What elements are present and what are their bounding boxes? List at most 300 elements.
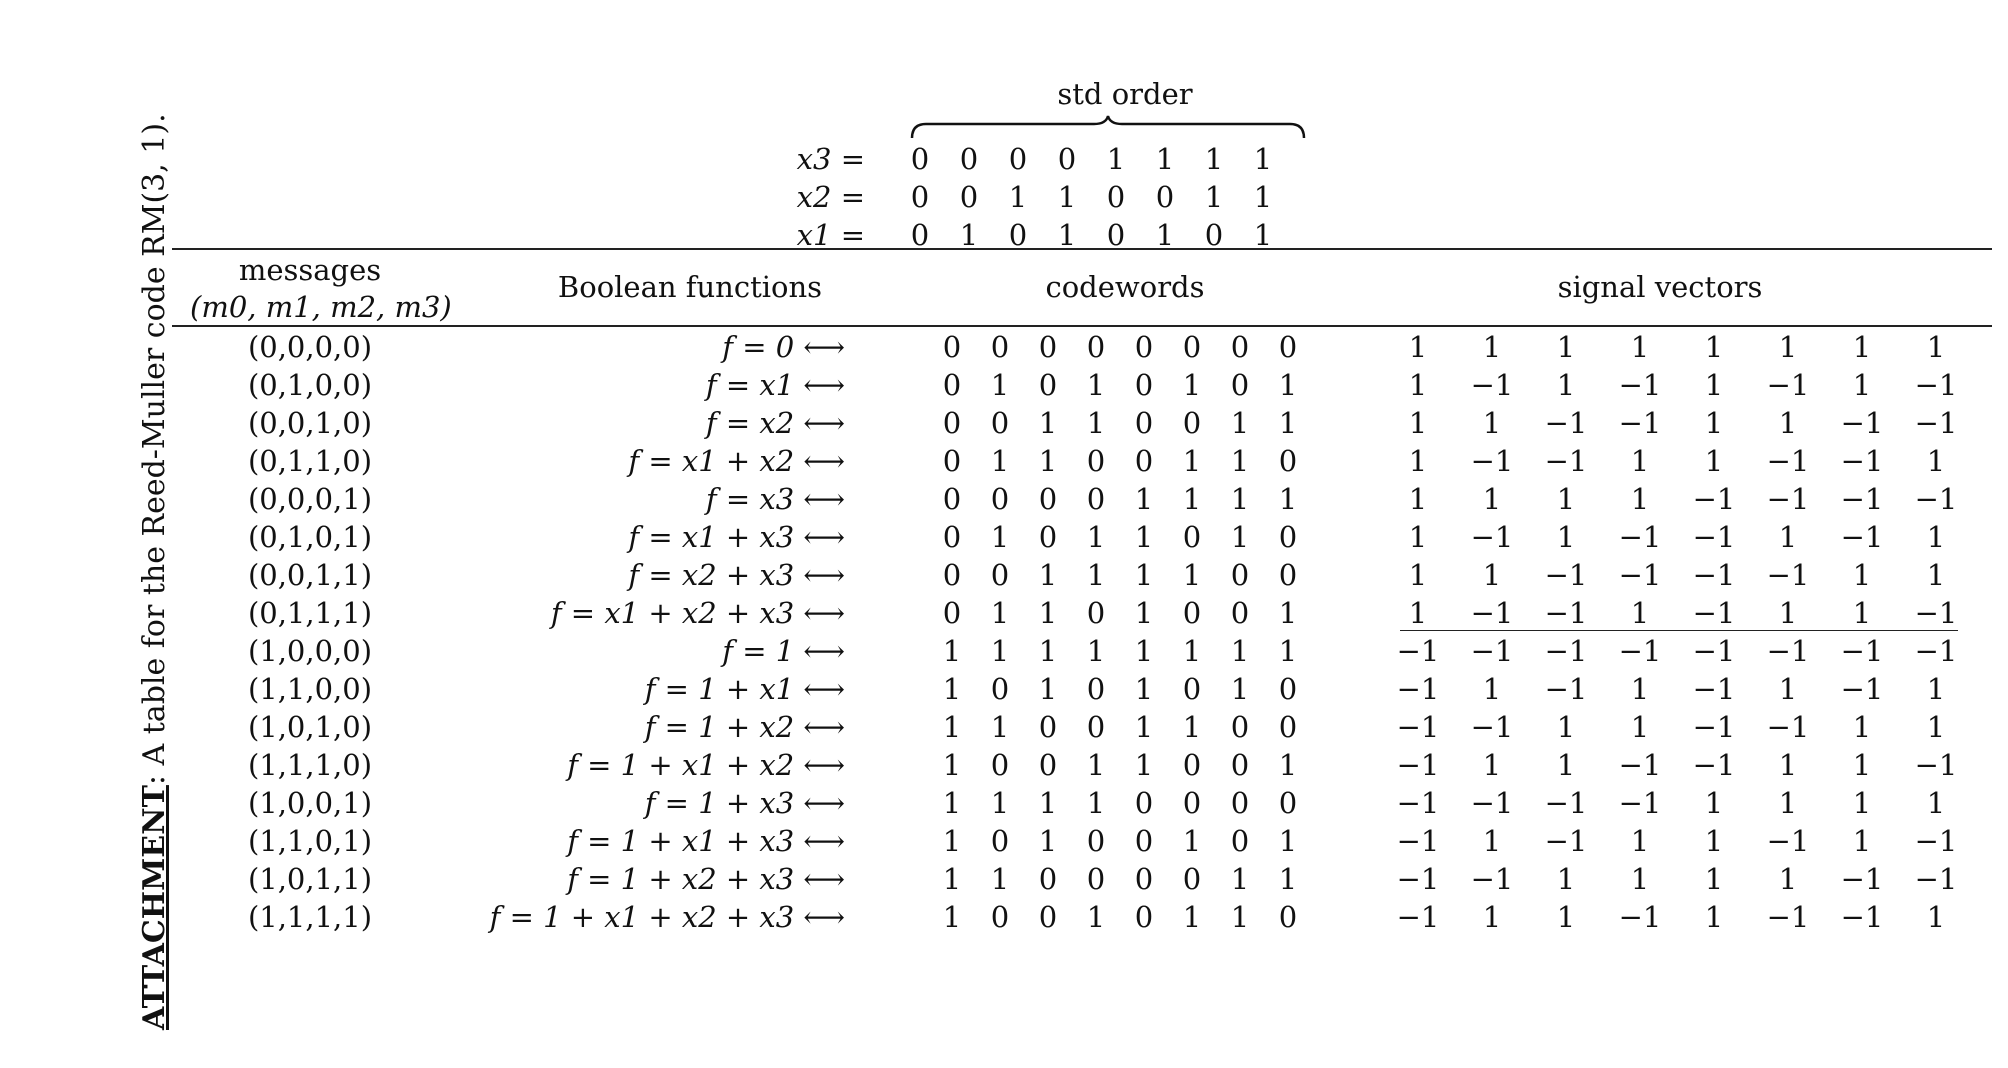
table-row-codeword-bit: 1 xyxy=(990,596,1010,630)
table-row-codeword-bit: 0 xyxy=(990,672,1010,706)
table-row-signal-entry: −1 xyxy=(1840,444,1884,478)
table-row-signal-entry: −1 xyxy=(1470,368,1514,402)
x-row-bit: 0 xyxy=(1008,142,1028,176)
table-row-codeword-bit: 1 xyxy=(1230,406,1250,440)
table-row-signal-entry: 1 xyxy=(1778,520,1798,554)
table-row-signal-entry: 1 xyxy=(1778,330,1798,364)
table-row-signal-entry: −1 xyxy=(1840,672,1884,706)
table-row-signal-entry: 1 xyxy=(1778,748,1798,782)
table-row-codeword-bit: 1 xyxy=(1086,406,1106,440)
x-row-bit: 0 xyxy=(1204,218,1224,252)
table-row-codeword-bit: 1 xyxy=(1134,596,1154,630)
table-row-codeword-bit: 1 xyxy=(1134,634,1154,668)
table-row-signal-entry: 1 xyxy=(1408,368,1428,402)
table-row-signal-entry: −1 xyxy=(1766,634,1810,668)
table-row-signal-entry: 1 xyxy=(1556,520,1576,554)
table-row-signal-entry: 1 xyxy=(1852,368,1872,402)
table-row-codeword-bit: 0 xyxy=(1278,710,1298,744)
column-header-boolean-functions: Boolean functions xyxy=(557,270,823,304)
table-row-codeword-bit: 1 xyxy=(1086,900,1106,934)
table-row-message: (1,1,1,1) xyxy=(247,900,373,934)
table-row-signal-entry: 1 xyxy=(1778,672,1798,706)
table-row-signal-entry: −1 xyxy=(1914,634,1958,668)
table-row-signal-entry: 1 xyxy=(1778,596,1798,630)
table-row-codeword-bit: 0 xyxy=(1038,330,1058,364)
table-row-boolean-function: f = x1 + x2 ⟷ xyxy=(628,444,845,478)
table-row-message: (1,0,1,0) xyxy=(247,710,373,744)
x-row-label: x1 = xyxy=(796,218,865,252)
x-row-bit: 0 xyxy=(910,218,930,252)
table-row-codeword-bit: 0 xyxy=(990,482,1010,516)
table-row-codeword-bit: 1 xyxy=(942,748,962,782)
x-row-label: x2 = xyxy=(796,180,865,214)
table-row-codeword-bit: 1 xyxy=(1086,368,1106,402)
table-row-signal-entry: −1 xyxy=(1692,748,1736,782)
table-row-boolean-function: f = x1 ⟷ xyxy=(705,368,845,402)
table-row-codeword-bit: 0 xyxy=(1278,786,1298,820)
table-row-signal-entry: 1 xyxy=(1704,824,1724,858)
table-row-message: (0,1,1,1) xyxy=(247,596,373,630)
table-row-codeword-bit: 1 xyxy=(1278,596,1298,630)
table-row-signal-entry: 1 xyxy=(1630,596,1650,630)
table-row-codeword-bit: 0 xyxy=(1230,786,1250,820)
table-row-boolean-function: f = 1 + x2 ⟷ xyxy=(644,710,845,744)
table-row-signal-entry: 1 xyxy=(1408,406,1428,440)
table-row-signal-entry: 1 xyxy=(1630,862,1650,896)
table-row-codeword-bit: 0 xyxy=(942,482,962,516)
table-row-signal-entry: −1 xyxy=(1618,558,1662,592)
table-row-signal-entry: −1 xyxy=(1544,596,1588,630)
table-row-signal-entry: −1 xyxy=(1766,710,1810,744)
table-row-signal-entry: 1 xyxy=(1408,330,1428,364)
table-row-signal-entry: −1 xyxy=(1544,558,1588,592)
x-row-bit: 1 xyxy=(1253,142,1273,176)
table-row-codeword-bit: 0 xyxy=(1134,444,1154,478)
x-row-bit: 0 xyxy=(959,142,979,176)
table-row-codeword-bit: 0 xyxy=(1086,444,1106,478)
x-row-bit: 1 xyxy=(959,218,979,252)
table-row-codeword-bit: 0 xyxy=(1086,710,1106,744)
table-row-codeword-bit: 0 xyxy=(942,406,962,440)
table-row-codeword-bit: 1 xyxy=(1086,558,1106,592)
table-row-codeword-bit: 0 xyxy=(1182,862,1202,896)
table-row-signal-entry: 1 xyxy=(1408,596,1428,630)
table-row-message: (0,0,0,1) xyxy=(247,482,373,516)
table-row-codeword-bit: 0 xyxy=(942,330,962,364)
column-header-codewords: codewords xyxy=(1045,270,1205,304)
table-row-signal-entry: 1 xyxy=(1704,406,1724,440)
table-row-codeword-bit: 0 xyxy=(1278,672,1298,706)
table-row-signal-entry: −1 xyxy=(1692,710,1736,744)
header-top-rule xyxy=(172,248,1992,250)
table-row-codeword-bit: 1 xyxy=(1230,482,1250,516)
table-row-codeword-bit: 1 xyxy=(942,786,962,820)
table-row-signal-entry: −1 xyxy=(1766,368,1810,402)
table-row-signal-entry: 1 xyxy=(1852,330,1872,364)
table-row-signal-entry: 1 xyxy=(1556,862,1576,896)
table-row-signal-entry: 1 xyxy=(1926,444,1946,478)
table-row-signal-entry: −1 xyxy=(1396,786,1440,820)
caption-lead: ATTACHMENT xyxy=(137,785,172,1030)
table-row-signal-entry: 1 xyxy=(1408,482,1428,516)
x-row-bit: 0 xyxy=(910,142,930,176)
x-row-bit: 1 xyxy=(1008,180,1028,214)
table-row-codeword-bit: 1 xyxy=(990,710,1010,744)
table-row-codeword-bit: 1 xyxy=(1038,672,1058,706)
table-row-signal-entry: −1 xyxy=(1544,786,1588,820)
table-row-codeword-bit: 0 xyxy=(1038,482,1058,516)
table-row-message: (1,1,1,0) xyxy=(247,748,373,782)
table-row-signal-entry: −1 xyxy=(1766,900,1810,934)
table-row-codeword-bit: 0 xyxy=(1038,710,1058,744)
table-row-signal-entry: 1 xyxy=(1778,862,1798,896)
caption-text: : A table for the Reed-Muller code RM(3, 1). xyxy=(137,113,172,786)
table-row-signal-entry: 1 xyxy=(1630,444,1650,478)
table-row-signal-entry: 1 xyxy=(1630,710,1650,744)
table-row-signal-entry: −1 xyxy=(1396,748,1440,782)
x-row-bit: 0 xyxy=(959,180,979,214)
table-row-boolean-function: f = 1 + x3 ⟷ xyxy=(644,786,845,820)
x-row-bit: 0 xyxy=(1106,180,1126,214)
table-row-codeword-bit: 1 xyxy=(1038,596,1058,630)
table-row-message: (1,0,0,1) xyxy=(247,786,373,820)
table-row-codeword-bit: 1 xyxy=(1278,862,1298,896)
table-row-boolean-function: f = 1 + x2 + x3 ⟷ xyxy=(567,862,845,896)
table-row-codeword-bit: 0 xyxy=(1182,406,1202,440)
table-row-signal-entry: 1 xyxy=(1778,406,1798,440)
table-row-codeword-bit: 0 xyxy=(1086,596,1106,630)
table-row-signal-entry: 1 xyxy=(1852,558,1872,592)
table-row-signal-entry: 1 xyxy=(1704,786,1724,820)
table-row-codeword-bit: 0 xyxy=(990,330,1010,364)
table-row-codeword-bit: 0 xyxy=(1038,862,1058,896)
table-row-codeword-bit: 1 xyxy=(1278,406,1298,440)
table-row-signal-entry: −1 xyxy=(1544,444,1588,478)
table-row-signal-entry: −1 xyxy=(1470,596,1514,630)
table-row-codeword-bit: 1 xyxy=(1230,444,1250,478)
table-row-signal-entry: −1 xyxy=(1692,520,1736,554)
table-row-boolean-function: f = x2 + x3 ⟷ xyxy=(628,558,845,592)
table-row-signal-entry: −1 xyxy=(1914,368,1958,402)
x-row-bit: 1 xyxy=(1155,218,1175,252)
table-row-signal-entry: 1 xyxy=(1704,900,1724,934)
x-row-bit: 1 xyxy=(1253,218,1273,252)
table-row-codeword-bit: 0 xyxy=(1182,596,1202,630)
table-row-signal-entry: −1 xyxy=(1618,406,1662,440)
signal-separator-rule xyxy=(1400,630,1958,631)
x-row-bit: 1 xyxy=(1106,142,1126,176)
table-row-codeword-bit: 1 xyxy=(1278,368,1298,402)
table-row-signal-entry: −1 xyxy=(1618,748,1662,782)
table-row-signal-entry: 1 xyxy=(1926,900,1946,934)
table-row-codeword-bit: 1 xyxy=(990,634,1010,668)
table-row-codeword-bit: 1 xyxy=(1182,900,1202,934)
table-row-signal-entry: 1 xyxy=(1852,596,1872,630)
table-row-signal-entry: −1 xyxy=(1618,786,1662,820)
table-row-codeword-bit: 1 xyxy=(1134,558,1154,592)
table-row-codeword-bit: 0 xyxy=(1134,786,1154,820)
table-row-signal-entry: −1 xyxy=(1470,520,1514,554)
table-row-codeword-bit: 0 xyxy=(1038,520,1058,554)
table-row-signal-entry: −1 xyxy=(1618,900,1662,934)
x-row-bit: 0 xyxy=(1155,180,1175,214)
column-header-messages: messages xyxy=(238,253,382,287)
table-row-signal-entry: 1 xyxy=(1704,444,1724,478)
header-bottom-rule xyxy=(172,325,1992,327)
table-row-signal-entry: 1 xyxy=(1482,558,1502,592)
table-row-signal-entry: 1 xyxy=(1408,558,1428,592)
table-row-codeword-bit: 0 xyxy=(1230,824,1250,858)
table-row-signal-entry: −1 xyxy=(1618,634,1662,668)
table-row-codeword-bit: 1 xyxy=(990,862,1010,896)
table-row-signal-entry: 1 xyxy=(1926,672,1946,706)
table-row-codeword-bit: 0 xyxy=(1086,824,1106,858)
table-row-codeword-bit: 0 xyxy=(1134,330,1154,364)
table-row-signal-entry: −1 xyxy=(1544,824,1588,858)
table-row-signal-entry: 1 xyxy=(1704,368,1724,402)
table-row-signal-entry: −1 xyxy=(1840,520,1884,554)
table-row-boolean-function: f = x2 ⟷ xyxy=(705,406,845,440)
table-row-message: (1,0,1,1) xyxy=(247,862,373,896)
table-row-signal-entry: 1 xyxy=(1482,406,1502,440)
table-row-codeword-bit: 1 xyxy=(1038,558,1058,592)
table-row-codeword-bit: 1 xyxy=(1038,406,1058,440)
table-row-message: (1,1,0,0) xyxy=(247,672,373,706)
table-row-codeword-bit: 1 xyxy=(1134,520,1154,554)
table-row-codeword-bit: 0 xyxy=(1278,520,1298,554)
table-row-signal-entry: 1 xyxy=(1482,482,1502,516)
table-row-signal-entry: −1 xyxy=(1840,862,1884,896)
table-row-message: (0,1,1,0) xyxy=(247,444,373,478)
table-row-signal-entry: 1 xyxy=(1926,558,1946,592)
table-row-signal-entry: −1 xyxy=(1914,824,1958,858)
table-row-codeword-bit: 0 xyxy=(1134,824,1154,858)
table-row-codeword-bit: 0 xyxy=(990,558,1010,592)
table-row-codeword-bit: 0 xyxy=(942,558,962,592)
x-row-bit: 0 xyxy=(1057,142,1077,176)
table-row-signal-entry: 1 xyxy=(1926,520,1946,554)
table-row-signal-entry: 1 xyxy=(1482,748,1502,782)
table-row-codeword-bit: 1 xyxy=(1230,672,1250,706)
table-row-codeword-bit: 0 xyxy=(942,368,962,402)
table-row-codeword-bit: 1 xyxy=(1038,634,1058,668)
table-row-signal-entry: 1 xyxy=(1926,330,1946,364)
table-row-signal-entry: 1 xyxy=(1778,786,1798,820)
table-row-codeword-bit: 1 xyxy=(1182,368,1202,402)
table-row-codeword-bit: 1 xyxy=(1086,748,1106,782)
table-row-signal-entry: 1 xyxy=(1556,710,1576,744)
table-row-codeword-bit: 1 xyxy=(1182,634,1202,668)
table-row-codeword-bit: 1 xyxy=(1134,748,1154,782)
table-row-signal-entry: −1 xyxy=(1618,368,1662,402)
table-row-codeword-bit: 1 xyxy=(990,444,1010,478)
table-row-signal-entry: −1 xyxy=(1692,482,1736,516)
x-row-label: x3 = xyxy=(796,142,865,176)
table-row-signal-entry: −1 xyxy=(1470,710,1514,744)
table-row-codeword-bit: 0 xyxy=(1038,748,1058,782)
table-row-codeword-bit: 1 xyxy=(1230,862,1250,896)
table-row-signal-entry: −1 xyxy=(1470,862,1514,896)
table-row-signal-entry: −1 xyxy=(1544,634,1588,668)
figure-caption xyxy=(137,113,172,1030)
table-row-codeword-bit: 0 xyxy=(1134,406,1154,440)
table-row-signal-entry: 1 xyxy=(1482,672,1502,706)
table-row-signal-entry: −1 xyxy=(1840,406,1884,440)
table-row-codeword-bit: 1 xyxy=(1230,634,1250,668)
table-row-codeword-bit: 0 xyxy=(1038,900,1058,934)
table-row-signal-entry: 1 xyxy=(1852,710,1872,744)
x-row-bit: 1 xyxy=(1204,180,1224,214)
table-row-codeword-bit: 1 xyxy=(942,900,962,934)
table-row-message: (0,1,0,0) xyxy=(247,368,373,402)
table-row-signal-entry: −1 xyxy=(1766,482,1810,516)
table-row-codeword-bit: 0 xyxy=(942,596,962,630)
table-row-signal-entry: −1 xyxy=(1470,786,1514,820)
table-row-codeword-bit: 1 xyxy=(1182,558,1202,592)
x-row-bit: 1 xyxy=(1155,142,1175,176)
table-row-signal-entry: −1 xyxy=(1840,900,1884,934)
table-row-signal-entry: −1 xyxy=(1470,444,1514,478)
table-row-signal-entry: 1 xyxy=(1482,824,1502,858)
table-row-boolean-function: f = x1 + x3 ⟷ xyxy=(628,520,845,554)
table-row-signal-entry: −1 xyxy=(1396,824,1440,858)
table-row-codeword-bit: 1 xyxy=(942,862,962,896)
table-row-codeword-bit: 1 xyxy=(942,634,962,668)
table-row-signal-entry: −1 xyxy=(1396,710,1440,744)
table-row-codeword-bit: 0 xyxy=(1230,596,1250,630)
x-row-bit: 1 xyxy=(1204,142,1224,176)
table-row-signal-entry: 1 xyxy=(1852,786,1872,820)
table-row-codeword-bit: 0 xyxy=(1230,558,1250,592)
table-row-codeword-bit: 0 xyxy=(990,406,1010,440)
table-row-signal-entry: 1 xyxy=(1852,748,1872,782)
table-row-signal-entry: 1 xyxy=(1482,330,1502,364)
table-row-codeword-bit: 0 xyxy=(942,444,962,478)
table-row-codeword-bit: 1 xyxy=(1278,748,1298,782)
table-row-signal-entry: 1 xyxy=(1704,330,1724,364)
table-row-codeword-bit: 1 xyxy=(1230,900,1250,934)
x-row-bit: 0 xyxy=(910,180,930,214)
std-order-brace xyxy=(910,114,1306,140)
table-row-signal-entry: −1 xyxy=(1840,634,1884,668)
table-row-codeword-bit: 0 xyxy=(990,900,1010,934)
table-row-codeword-bit: 0 xyxy=(1230,710,1250,744)
table-row-signal-entry: −1 xyxy=(1914,406,1958,440)
table-row-codeword-bit: 1 xyxy=(1086,520,1106,554)
table-row-codeword-bit: 0 xyxy=(1230,330,1250,364)
table-row-codeword-bit: 1 xyxy=(1134,710,1154,744)
table-row-codeword-bit: 1 xyxy=(1038,444,1058,478)
table-row-signal-entry: −1 xyxy=(1692,672,1736,706)
table-row-codeword-bit: 0 xyxy=(1182,520,1202,554)
table-row-codeword-bit: 0 xyxy=(1038,368,1058,402)
table-row-codeword-bit: 0 xyxy=(1134,862,1154,896)
table-row-message: (0,0,1,0) xyxy=(247,406,373,440)
table-row-signal-entry: −1 xyxy=(1470,634,1514,668)
table-row-message: (0,0,0,0) xyxy=(247,330,373,364)
table-row-signal-entry: 1 xyxy=(1408,520,1428,554)
table-row-boolean-function: f = x3 ⟷ xyxy=(705,482,845,516)
table-row-signal-entry: −1 xyxy=(1692,558,1736,592)
table-row-boolean-function: f = 1 + x1 ⟷ xyxy=(644,672,845,706)
table-row-codeword-bit: 1 xyxy=(942,710,962,744)
table-row-signal-entry: −1 xyxy=(1840,482,1884,516)
table-row-signal-entry: 1 xyxy=(1556,748,1576,782)
std-order-label: std order xyxy=(1057,77,1193,111)
table-row-codeword-bit: 0 xyxy=(1134,900,1154,934)
table-row-codeword-bit: 0 xyxy=(1182,786,1202,820)
table-row-signal-entry: 1 xyxy=(1408,444,1428,478)
table-row-boolean-function: f = 1 + x1 + x2 + x3 ⟷ xyxy=(489,900,845,934)
table-row-signal-entry: −1 xyxy=(1544,406,1588,440)
table-row-codeword-bit: 1 xyxy=(1086,786,1106,820)
table-row-codeword-bit: 0 xyxy=(1086,482,1106,516)
table-row-boolean-function: f = 1 ⟷ xyxy=(722,634,845,668)
table-row-codeword-bit: 1 xyxy=(1182,444,1202,478)
table-row-signal-entry: 1 xyxy=(1556,368,1576,402)
table-row-codeword-bit: 1 xyxy=(990,368,1010,402)
table-row-signal-entry: 1 xyxy=(1926,710,1946,744)
table-row-signal-entry: 1 xyxy=(1852,824,1872,858)
table-row-codeword-bit: 0 xyxy=(1230,368,1250,402)
table-row-signal-entry: −1 xyxy=(1914,862,1958,896)
table-row-codeword-bit: 1 xyxy=(990,520,1010,554)
table-row-codeword-bit: 0 xyxy=(1086,330,1106,364)
table-row-signal-entry: −1 xyxy=(1396,900,1440,934)
table-row-signal-entry: 1 xyxy=(1556,482,1576,516)
table-row-codeword-bit: 1 xyxy=(1182,824,1202,858)
table-row-boolean-function: f = 1 + x1 + x3 ⟷ xyxy=(567,824,845,858)
x-row-bit: 1 xyxy=(1057,180,1077,214)
table-row-signal-entry: −1 xyxy=(1914,748,1958,782)
table-row-signal-entry: 1 xyxy=(1482,900,1502,934)
table-row-signal-entry: −1 xyxy=(1692,596,1736,630)
table-row-signal-entry: −1 xyxy=(1914,482,1958,516)
table-row-message: (0,1,0,1) xyxy=(247,520,373,554)
table-row-signal-entry: −1 xyxy=(1914,596,1958,630)
table-row-signal-entry: −1 xyxy=(1766,558,1810,592)
table-row-message: (1,0,0,0) xyxy=(247,634,373,668)
table-row-boolean-function: f = 1 + x1 + x2 ⟷ xyxy=(567,748,845,782)
x-row-bit: 1 xyxy=(1253,180,1273,214)
x-row-bit: 0 xyxy=(1106,218,1126,252)
table-row-codeword-bit: 1 xyxy=(1278,482,1298,516)
table-row-signal-entry: 1 xyxy=(1630,330,1650,364)
table-row-codeword-bit: 1 xyxy=(1086,634,1106,668)
table-row-codeword-bit: 1 xyxy=(1182,710,1202,744)
table-row-signal-entry: 1 xyxy=(1630,824,1650,858)
table-row-signal-entry: 1 xyxy=(1630,482,1650,516)
table-row-codeword-bit: 0 xyxy=(1278,330,1298,364)
table-row-codeword-bit: 1 xyxy=(1278,634,1298,668)
table-row-signal-entry: −1 xyxy=(1766,444,1810,478)
table-row-signal-entry: 1 xyxy=(1704,862,1724,896)
table-row-codeword-bit: 1 xyxy=(942,672,962,706)
table-row-signal-entry: −1 xyxy=(1396,634,1440,668)
table-row-signal-entry: −1 xyxy=(1396,672,1440,706)
table-row-signal-entry: 1 xyxy=(1630,672,1650,706)
table-row-codeword-bit: 0 xyxy=(990,824,1010,858)
table-row-signal-entry: −1 xyxy=(1766,824,1810,858)
table-row-signal-entry: −1 xyxy=(1618,520,1662,554)
table-row-codeword-bit: 0 xyxy=(1182,748,1202,782)
table-row-codeword-bit: 1 xyxy=(1038,786,1058,820)
table-row-codeword-bit: 1 xyxy=(1038,824,1058,858)
table-row-codeword-bit: 1 xyxy=(1182,482,1202,516)
table-row-codeword-bit: 1 xyxy=(1230,520,1250,554)
table-row-codeword-bit: 0 xyxy=(1182,672,1202,706)
table-row-signal-entry: −1 xyxy=(1692,634,1736,668)
